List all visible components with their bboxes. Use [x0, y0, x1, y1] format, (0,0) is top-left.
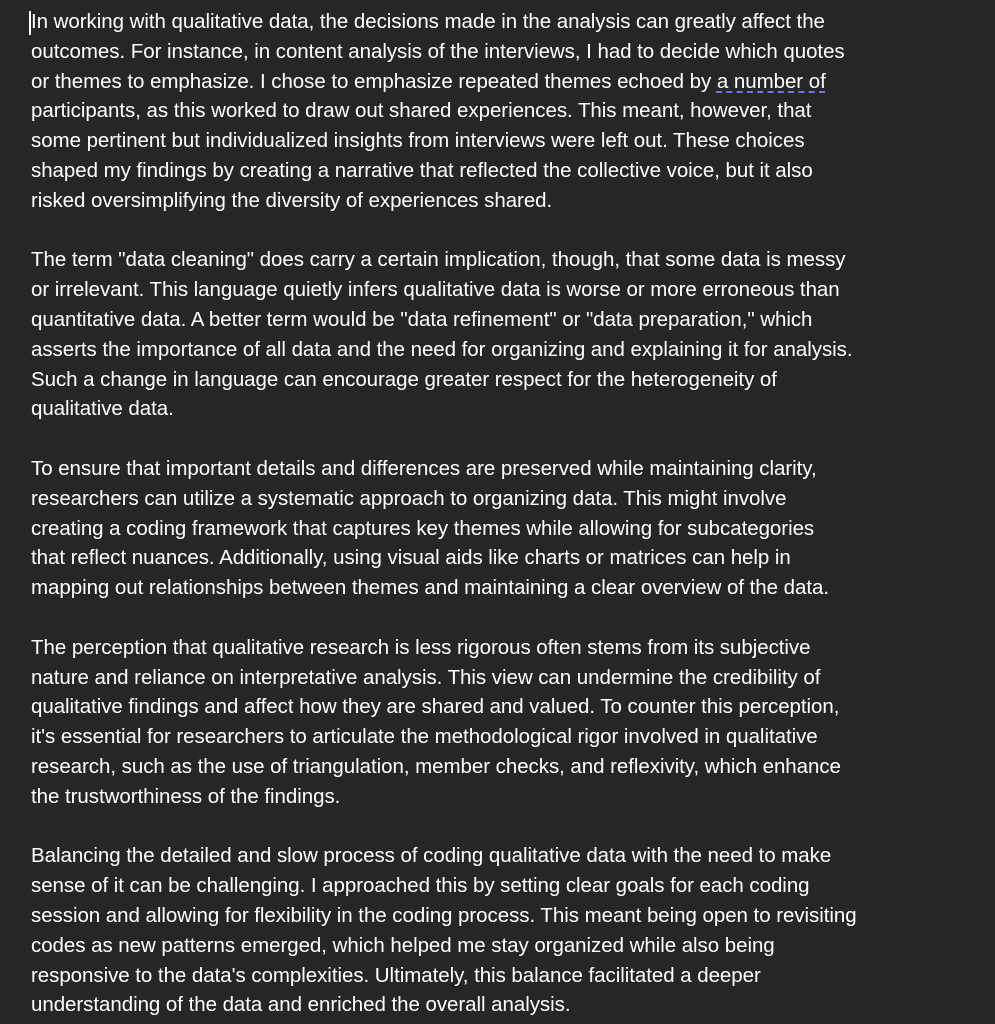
paragraph-line: qualitative data.	[31, 397, 174, 421]
paragraph-spacer	[31, 424, 993, 454]
paragraph-line: Such a change in language can encourage greater respect for the heterogeneity of	[31, 367, 777, 391]
paragraph-line: creating a coding framework that captures key themes while allowing for subcategories	[31, 516, 815, 540]
paragraph-line: some pertinent but individualized insights from interviews were left out. These choices	[31, 129, 805, 153]
paragraph-2[interactable]	[31, 245, 993, 424]
paragraph-line: responsive to the data's complexities. Ultimately, this balance facilitated a deeper	[31, 963, 761, 987]
paragraph-line: risked oversimplifying the diversity of experiences shared.	[31, 188, 553, 212]
paragraph-line: The term "data cleaning" does carry a certain implication, though, that some data is messy	[31, 248, 846, 272]
paragraph-line: sense of it can be challenging. I approached this by setting clear goals for each coding	[31, 874, 810, 898]
paragraph-line: researchers can utilize a systematic approach to organizing data. This might involve	[31, 486, 787, 510]
paragraph-4[interactable]	[31, 633, 993, 812]
paragraph-spacer	[31, 812, 993, 842]
paragraph-line: or irrelevant. This language quietly infers qualitative data is worse or more erroneous than	[31, 278, 840, 302]
line-text: or themes to emphasize. I chose to emphasize repeated themes echoed by	[31, 69, 717, 93]
paragraph-line: session and allowing for flexibility in the coding process. This meant being open to revisiting	[31, 903, 857, 927]
paragraph-line: To ensure that important details and differences are preserved while maintaining clarity,	[31, 456, 817, 480]
document-text-area[interactable]	[31, 7, 993, 1020]
paragraph-line: that reflect nuances. Additionally, using visual aids like charts or matrices can help in	[31, 546, 791, 570]
paragraph-3[interactable]	[31, 454, 993, 603]
paragraph-line: In working with qualitative data, the decisions made in the analysis can greatly affect the	[31, 10, 825, 33]
paragraph-line: codes as new patterns emerged, which helped me stay organized while also being	[31, 933, 775, 957]
paragraph-line: asserts the importance of all data and the need for organizing and explaining it for analysis.	[31, 337, 853, 361]
paragraph-5[interactable]	[31, 841, 993, 1020]
writing-suggestion-flag[interactable]: a number of	[716, 69, 826, 93]
paragraph-line: participants, as this worked to draw out shared experiences. This meant, however, that	[31, 99, 812, 123]
paragraph-line: quantitative data. A better term would be "data refinement" or "data preparation," which	[31, 307, 813, 331]
paragraph-line: nature and reliance on interpretative analysis. This view can undermine the credibility of	[31, 665, 821, 689]
paragraph-line: Balancing the detailed and slow process of coding qualitative data with the need to make	[31, 844, 832, 868]
paragraph-line	[31, 67, 993, 97]
paragraph-1[interactable]	[31, 7, 993, 216]
paragraph-line: understanding of the data and enriched the overall analysis.	[31, 993, 571, 1017]
paragraph-line: research, such as the use of triangulation, member checks, and reflexivity, which enhance	[31, 754, 841, 778]
paragraph-spacer	[31, 603, 993, 633]
paragraph-line: The perception that qualitative research is less rigorous often stems from its subjective	[31, 635, 811, 659]
paragraph-line: qualitative findings and affect how they are shared and valued. To counter this perception,	[31, 695, 840, 719]
paragraph-line: it's essential for researchers to articulate the methodological rigor involved in qualitative	[31, 725, 818, 749]
text-cursor	[29, 11, 31, 35]
paragraph-line: shaped my findings by creating a narrative that reflected the collective voice, but it also	[31, 158, 813, 182]
paragraph-line: mapping out relationships between themes and maintaining a clear overview of the data.	[31, 576, 829, 600]
paragraph-spacer	[31, 216, 993, 246]
paragraph-line: the trustworthiness of the findings.	[31, 784, 341, 808]
paragraph-line: outcomes. For instance, in content analysis of the interviews, I had to decide which quotes	[31, 39, 845, 63]
